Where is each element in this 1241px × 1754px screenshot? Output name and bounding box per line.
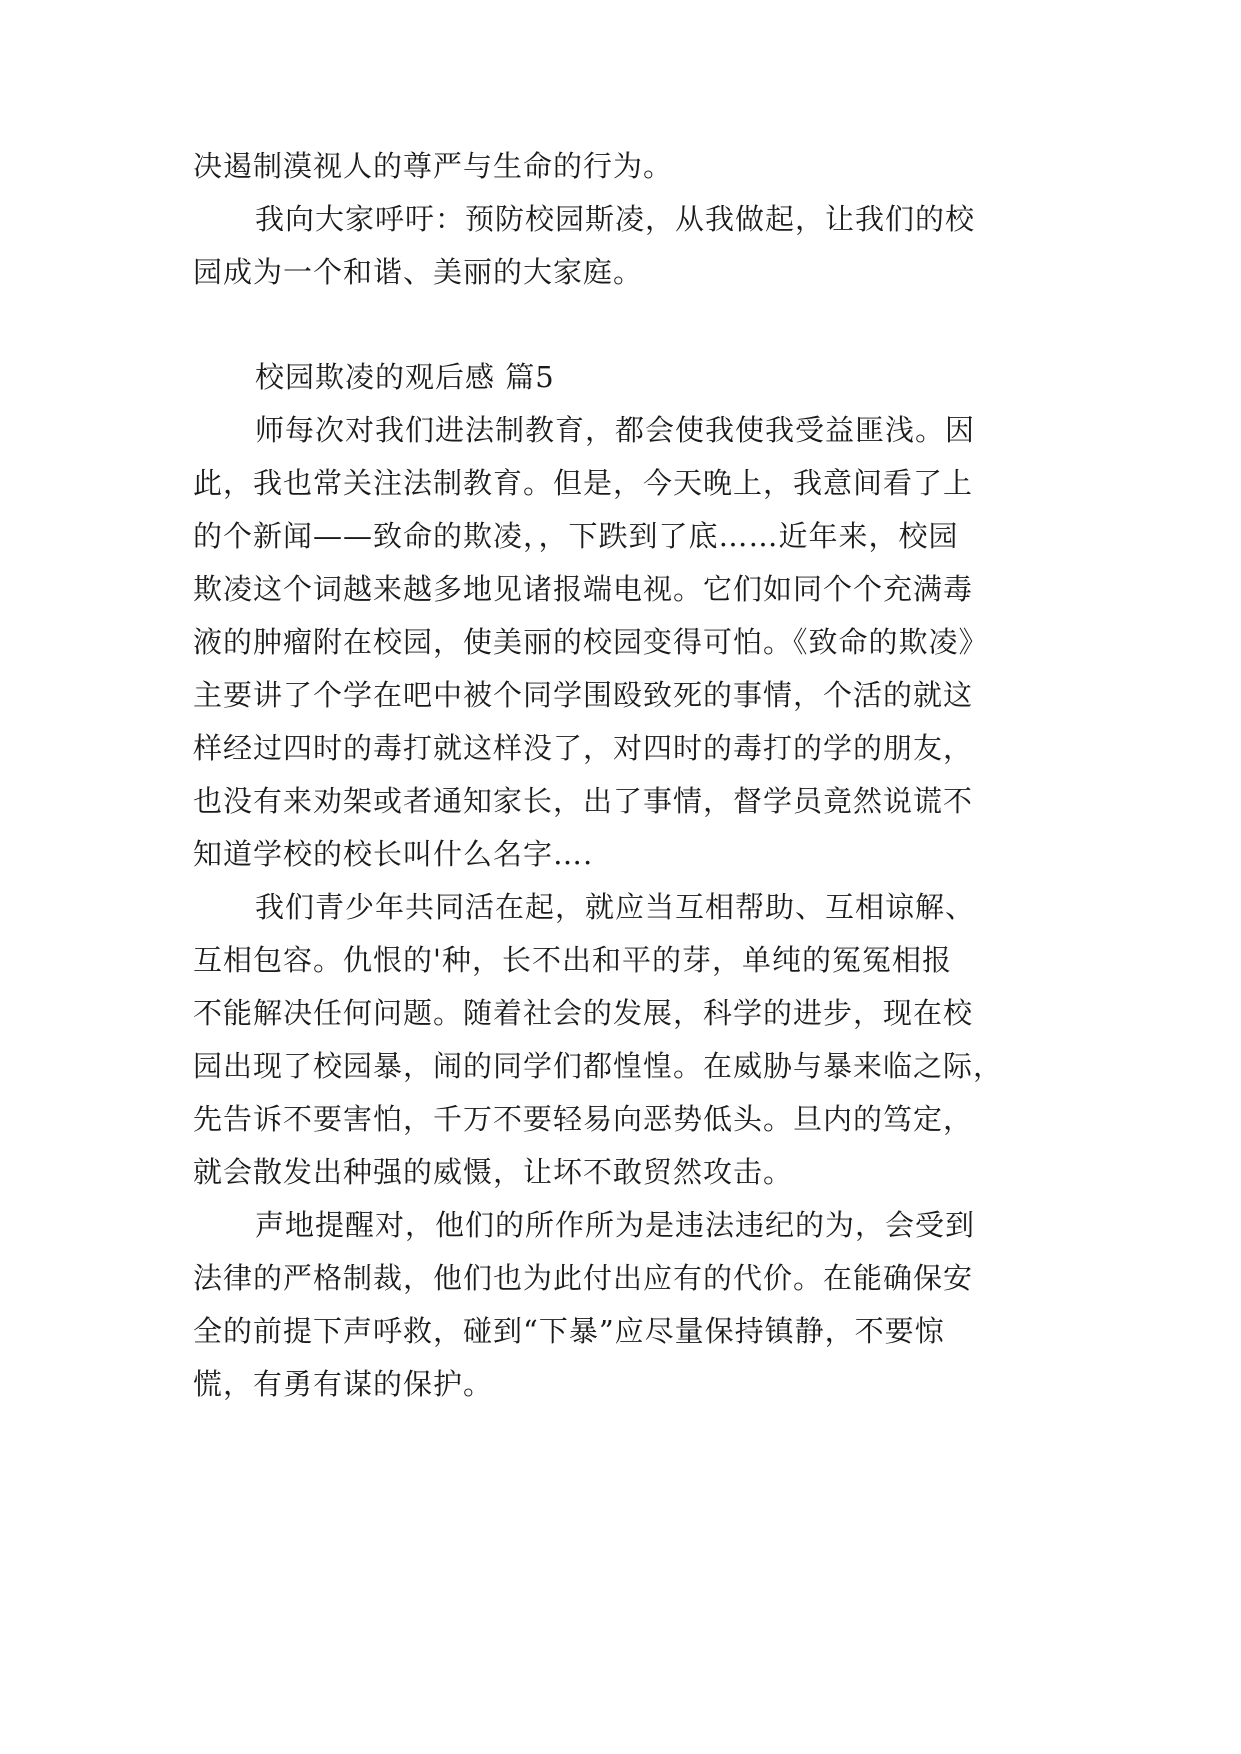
- paragraph-line: 先告诉不要害怕，千万不要轻易向恶势低头。旦内的笃定，: [193, 1102, 974, 1136]
- paragraph-line: 就会散发出种强的威慑，让坏不敢贸然攻击。: [193, 1155, 794, 1189]
- paragraph-line: 不能解决任何问题。随着社会的发展，科学的进步，现在校: [193, 996, 974, 1030]
- paragraph-line: 知道学校的校长叫什么名字….: [193, 837, 594, 871]
- paragraph-line: 决遏制漠视人的尊严与生命的行为。: [193, 149, 674, 183]
- section-title: 校园欺凌的观后感 篇5: [255, 360, 555, 394]
- paragraph-line: 全的前提下声呼救，碰到“下暴”应尽量保持镇静，不要惊: [193, 1314, 945, 1348]
- paragraph-line: 欺凌这个词越来越多地见诸报端电视。它们如同个个充满毒: [193, 572, 974, 606]
- paragraph-line: 液的肿瘤附在校园，使美丽的校园变得可怕。《致命的欺凌》: [193, 625, 989, 659]
- paragraph-line: 我向大家呼吁：预防校园斯凌，从我做起，让我们的校: [255, 202, 976, 236]
- paragraph-line: 样经过四时的毒打就这样没了，对四时的毒打的学的朋友，: [193, 731, 974, 765]
- paragraph-line: 此，我也常关注法制教育。但是，今天晚上，我意间看了上: [193, 466, 974, 500]
- paragraph-line: 师每次对我们进法制教育，都会使我使我受益匪浅。因: [255, 413, 976, 447]
- paragraph-line: 法律的严格制裁，他们也为此付出应有的代价。在能确保安: [193, 1261, 974, 1295]
- paragraph-line: 也没有来劝架或者通知家长，出了事情，督学员竟然说谎不: [193, 784, 974, 818]
- paragraph-line: 园成为一个和谐、美丽的大家庭。: [193, 255, 644, 289]
- paragraph-line: 慌，有勇有谋的保护。: [193, 1367, 494, 1401]
- paragraph-line: 主要讲了个学在吧中被个同学围殴致死的事情，个活的就这: [193, 678, 974, 712]
- paragraph-line: 互相包容。仇恨的'种，长不出和平的芽，单纯的冤冤相报: [193, 943, 952, 977]
- paragraph-line: 园出现了校园暴，闹的同学们都惶惶。在威胁与暴来临之际，: [193, 1049, 1004, 1083]
- paragraph-line: 声地提醒对，他们的所作所为是违法违纪的为，会受到: [255, 1208, 976, 1242]
- paragraph-line: 的个新闻——致命的欺凌，，下跌到了底……近年来，校园: [193, 519, 959, 553]
- paragraph-line: 我们青少年共同活在起，就应当互相帮助、互相谅解、: [255, 890, 976, 924]
